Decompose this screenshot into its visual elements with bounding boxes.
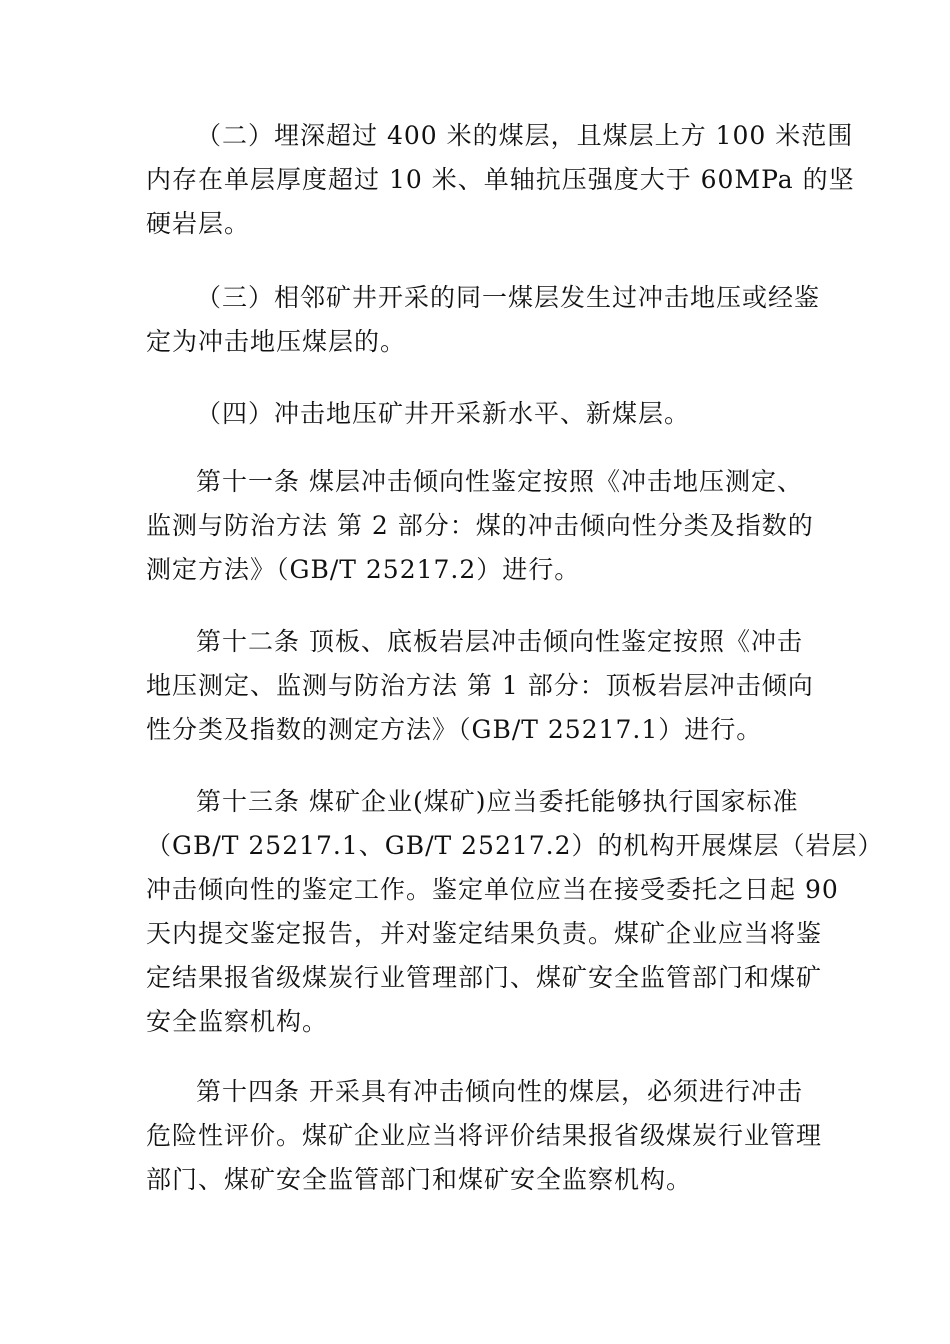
paragraph-item-2 [146,114,855,246]
paragraph-line: 定结果报省级煤炭行业管理部门、煤矿安全监管部门和煤矿 [146,963,823,992]
paragraph-line: 内存在单层厚度超过 10 米、单轴抗压强度大于 60MPa 的坚 [146,165,855,194]
paragraph-line: 地压测定、监测与防治方法 第 1 部分：顶板岩层冲击倾向 [146,671,814,700]
paragraph-line: （二）埋深超过 400 米的煤层，且煤层上方 100 米范围 [196,121,854,150]
paragraph-item-3 [146,276,826,364]
paragraph-line: 第十一条 煤层冲击倾向性鉴定按照《冲击地压测定、 [196,467,803,496]
paragraph-line: （GB/T 25217.1、GB/T 25217.2）的机构开展煤层（岩层） [146,831,884,860]
paragraph-line: 监测与防治方法 第 2 部分：煤的冲击倾向性分类及指数的 [146,511,814,540]
paragraph-line: 硬岩层。 [146,209,251,238]
paragraph-line: 天内提交鉴定报告，并对鉴定结果负责。煤矿企业应当将鉴 [146,919,823,948]
paragraph-line: 定为冲击地压煤层的。 [146,327,407,356]
paragraph-line: 安全监察机构。 [146,1007,329,1036]
paragraph-line: 第十三条 煤矿企业(煤矿)应当委托能够执行国家标准 [196,787,799,816]
paragraph-line: （四）冲击地压矿井开采新水平、新煤层。 [196,399,691,428]
paragraph-line: 第十四条 开采具有冲击倾向性的煤层，必须进行冲击 [196,1077,803,1106]
article-13 [146,780,884,1044]
paragraph-line: 第十二条 顶板、底板岩层冲击倾向性鉴定按照《冲击 [196,627,803,656]
article-12 [146,620,826,752]
paragraph-line: 危险性评价。煤矿企业应当将评价结果报省级煤炭行业管理 [146,1121,823,1150]
paragraph-line: 冲击倾向性的鉴定工作。鉴定单位应当在接受委托之日起 90 [146,875,839,904]
article-14 [146,1070,826,1202]
paragraph-line: 性分类及指数的测定方法》（GB/T 25217.1）进行。 [146,715,763,744]
paragraph-line: 部门、煤矿安全监管部门和煤矿安全监察机构。 [146,1165,693,1194]
paragraph-line: （三）相邻矿井开采的同一煤层发生过冲击地压或经鉴 [196,283,821,312]
article-11 [146,460,826,592]
paragraph-line: 测定方法》（GB/T 25217.2）进行。 [146,555,581,584]
paragraph-item-4 [146,392,826,436]
